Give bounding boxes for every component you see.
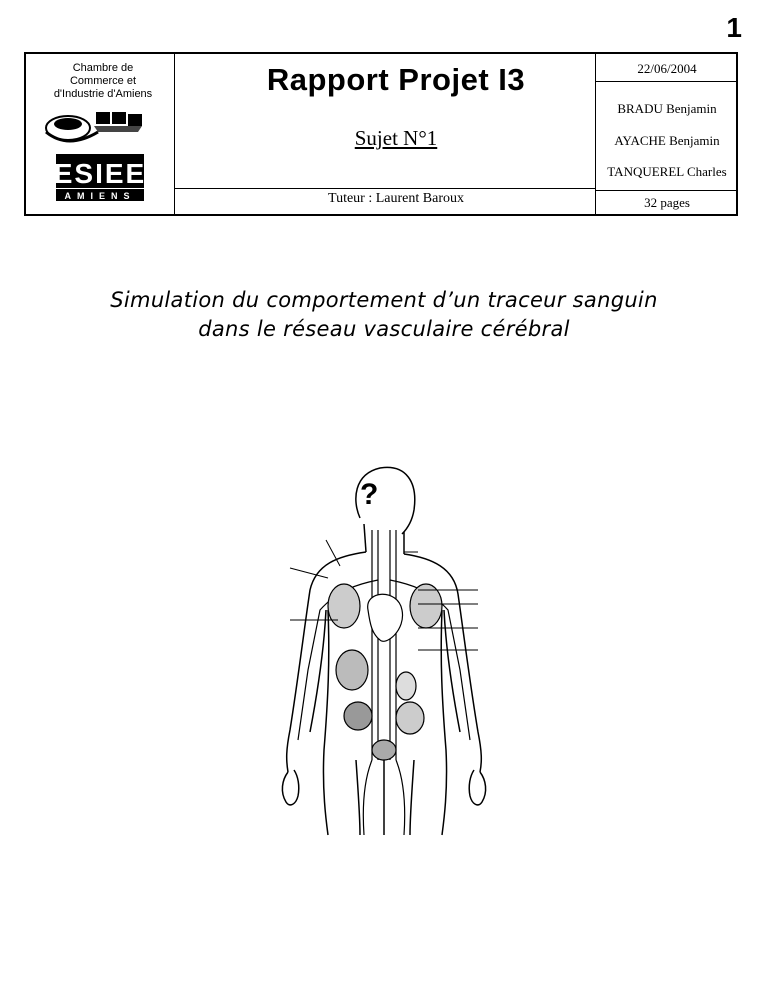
- report-header-table: [24, 52, 738, 216]
- author-name: BRADU Benjamin: [617, 101, 717, 116]
- institution-line: Chambre de: [72, 62, 134, 74]
- divider: [595, 81, 736, 82]
- question-mark: ?: [360, 478, 379, 511]
- author-name: TANQUEREL Charles: [607, 164, 727, 179]
- document-title: [40, 286, 728, 344]
- page-number: 1: [726, 12, 742, 43]
- title-line: Simulation du comportement d’un traceur sanguin: [110, 288, 658, 312]
- logo-brand-text: ESIEE: [53, 158, 147, 189]
- institution-line: d'Industrie d'Amiens: [53, 88, 153, 100]
- page-count: 32 pages: [644, 195, 690, 210]
- tutor-name: Tuteur : Laurent Baroux: [328, 191, 464, 206]
- subject-number: Sujet N°1: [354, 126, 438, 150]
- esiee-logo-icon: [38, 106, 158, 204]
- logo-sub-text: AMIENS: [64, 191, 136, 201]
- divider: [174, 188, 595, 189]
- divider: [595, 190, 736, 191]
- report-date: 22/06/2004: [637, 61, 697, 76]
- title-line: dans le réseau vasculaire cérébral: [198, 317, 570, 341]
- institution-line: Commerce et: [69, 75, 137, 87]
- report-title: Rapport Projet I3: [266, 62, 526, 97]
- author-name: AYACHE Benjamin: [614, 133, 720, 148]
- institution-name: [30, 62, 176, 101]
- circulatory-system-illustration: [268, 460, 500, 840]
